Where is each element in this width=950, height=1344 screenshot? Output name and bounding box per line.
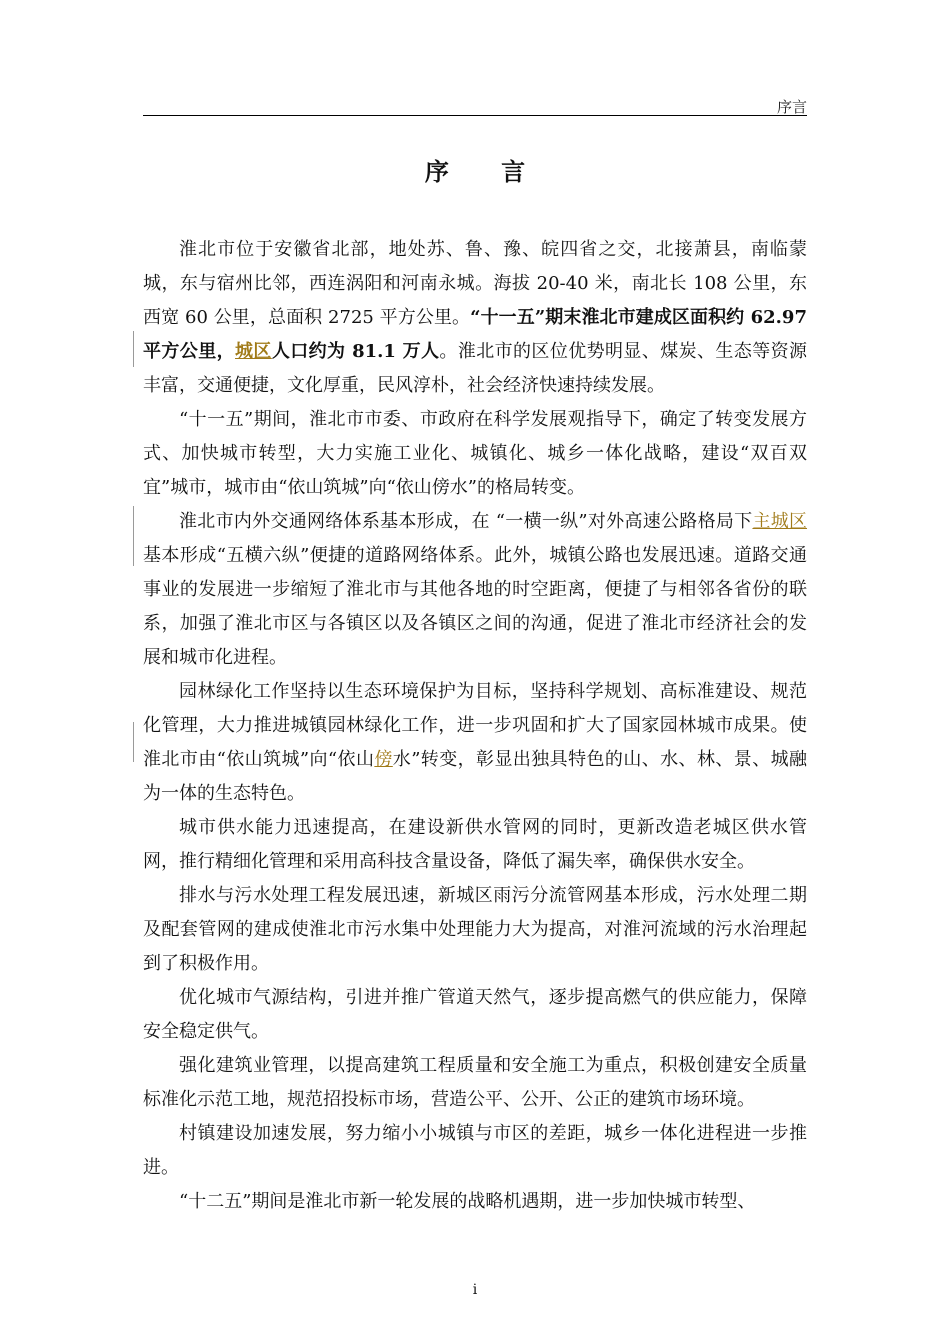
change-bar bbox=[133, 331, 134, 367]
paragraph: 村镇建设加速发展，努力缩小小城镇与市区的差距，城乡一体化进程进一步推进。 bbox=[143, 1123, 807, 1178]
paragraph: 强化建筑业管理，以提高建筑工程质量和安全施工为重点，积极创建安全质量标准化示范工地，规范招投标市场，营造公平、公开、公正的建筑市场环境。 bbox=[143, 1055, 807, 1110]
paragraph: 城市供水能力迅速提高，在建设新供水管网的同时，更新改造老城区供水管网，推行精细化管理和采用高科技含量设备，降低了漏失率，确保供水安全。 bbox=[143, 817, 807, 872]
running-header: 序言 bbox=[776, 98, 807, 116]
paragraph bbox=[143, 675, 807, 811]
paragraph bbox=[143, 233, 807, 403]
hyperlink-bang[interactable]: 傍 bbox=[374, 749, 393, 770]
text-run: 园林绿化工作坚持以生态环境保护为目标，坚持科学规划、高标准建设、规范化管理，大力推进城镇园林绿化工作，进一步巩固和扩大了国家园林城市成果。使淮北市由“依山筑城”向“依山 bbox=[143, 681, 807, 770]
paragraph: 排水与污水处理工程发展迅速，新城区雨污分流管网基本形成，污水处理二期及配套管网的建成使淮北市污水集中处理能力大为提高，对淮河流域的污水治理起到了积极作用。 bbox=[143, 885, 807, 974]
header-rule bbox=[143, 115, 807, 116]
text-run: 基本形成“五横六纵”便捷的道路网络体系。此外，城镇公路也发展迅速。道路交通事业的发展进一步缩短了淮北市与其他各地的时空距离，便捷了与相邻各省份的联系，加强了淮北市区与各镇区以及各镇区之间的沟通，促进了淮北市经济社会的发展和城市化进程。 bbox=[143, 545, 807, 668]
change-bar bbox=[133, 506, 134, 566]
paragraph: 优化城市气源结构，引进并推广管道天然气，逐步提高燃气的供应能力，保障安全稳定供气。 bbox=[143, 987, 807, 1042]
paragraph bbox=[143, 505, 807, 675]
text-run: 。淮北市的区位优势明显、煤炭、生态等资源丰富，交通便捷，文化厚重，民风淳朴，社会经济快速持续发展。 bbox=[143, 341, 808, 396]
text-run: 淮北市内外交通网络体系基本形成，在 “一横一纵”对外高速公路格局下 bbox=[179, 511, 753, 532]
change-bar bbox=[133, 722, 134, 762]
hyperlink-main-city-area[interactable]: 主城区 bbox=[752, 511, 808, 532]
bold-text: “十一五”期末淮北市建成区面积约 62.97 平方公里， bbox=[143, 307, 807, 362]
paragraph: “十二五”期间是淮北市新一轮发展的战略机遇期，进一步加快城市转型、 bbox=[179, 1191, 756, 1212]
page-number: i bbox=[472, 1282, 478, 1298]
page-title: 序 言 bbox=[424, 157, 548, 186]
document-body bbox=[143, 233, 807, 1219]
hyperlink-city-area[interactable]: 城区 bbox=[235, 341, 272, 362]
bold-text: 人口约为 81.1 万人 bbox=[271, 341, 440, 362]
text-run: 淮北市位于安徽省北部，地处苏、鲁、豫、皖四省之交，北接萧县，南临蒙城，东与宿州比邻，西连涡阳和河南永城。海拔 20-40 米，南北长 108 公里，东西宽 60 公里，总面积 2725 平方公里。 bbox=[143, 239, 807, 328]
paragraph: “十一五”期间，淮北市市委、市政府在科学发展观指导下，确定了转变发展方式、加快城市转型，大力实施工业化、城镇化、城乡一体化战略，建设“双百双宜”城市，城市由“依山筑城”向“依山傍水”的格局转变。 bbox=[143, 409, 807, 498]
text-run: 水”转变，彰显出独具特色的山、水、林、景、城融为一体的生态特色。 bbox=[143, 749, 808, 804]
